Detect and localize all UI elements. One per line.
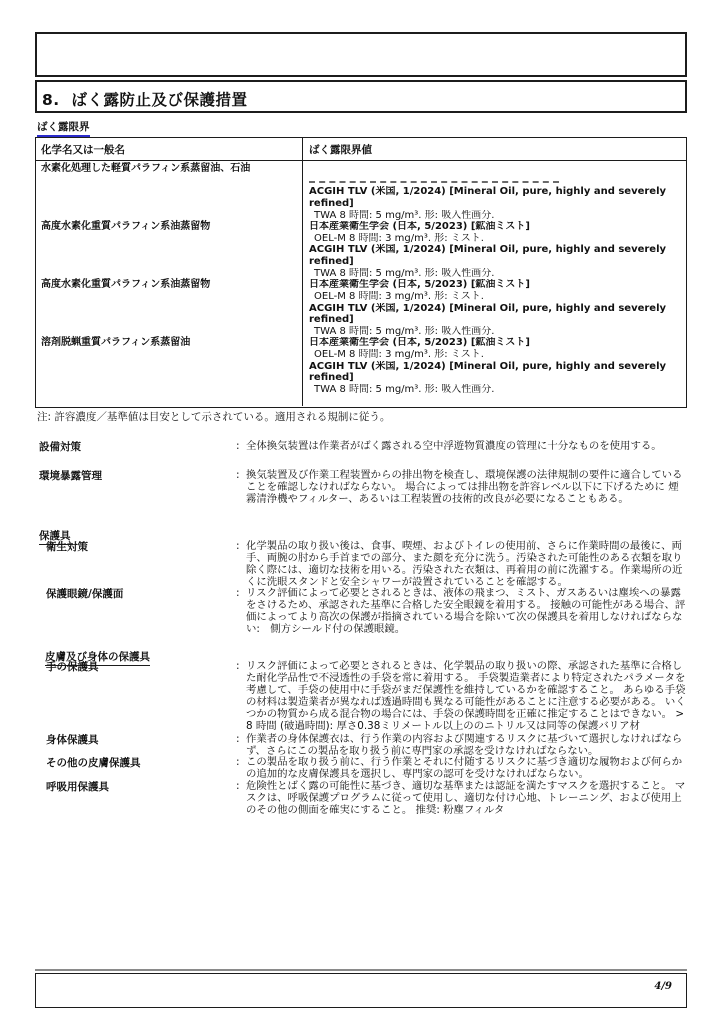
other-skin-protection-text: この製品を取り扱う前に、行う作業とそれに付随するリスクに基づき適切な履物および何らかの追加的な皮膚保護具を選択し、専門家の認可を受けなければならない。	[246, 756, 683, 780]
limit-line	[309, 175, 682, 187]
hygiene-measures-row	[35, 541, 687, 589]
limit-line: 日本産業衛生学会 (日本, 5/2023) [鉱油ミスト]	[309, 279, 530, 291]
colon: :	[236, 756, 240, 768]
hand-protection-row	[35, 661, 687, 732]
limit-line: TWA 8 時間: 5 mg/m³. 形: 吸入性画分.	[314, 383, 495, 395]
respiratory-protection-label: 呼吸用保護具	[46, 781, 109, 793]
substance-name: 高度水素化重質パラフィン系油蒸留物	[41, 279, 211, 291]
table-header-limit-value: ばく露限界値	[309, 144, 372, 156]
limit-value-column	[303, 161, 686, 406]
limit-line: ACGIH TLV (米国, 1/2024) [Mineral Oil, pure, highly and severely	[309, 302, 667, 314]
document-header-box	[35, 32, 687, 77]
colon: :	[236, 440, 240, 452]
limit-line: TWA 8 時間: 5 mg/m³. 形: 吸入性画分.	[314, 209, 495, 221]
environmental-exposure-text: 換気装置及び作業工程装置からの排出物を検査し、環境保護の法律規制の要件に適合していることを確認しなければならない。 場合によっては排出物を許容レベル以下に下げるために 煙霧清浄機やフィルター、あるいは工程装置の技術的改良が必要になることもある。	[246, 469, 683, 505]
document-footer-box	[35, 973, 687, 1008]
substance-name: 高度水素化重質パラフィン系油蒸留物	[41, 221, 211, 233]
equipment-measures-label: 設備対策	[39, 441, 81, 453]
respiratory-protection-text: 危険性とばく露の可能性に基づき、適切な基準または認証を満たすマスクを選択すること。 マスクは、呼吸保護プログラムに従って使用し、適切な付け心地、トレーニング、および使用上のその他の側面を確実にすること。 推奨: 粉塵フィルタ	[246, 780, 686, 816]
page-number: 4/9	[654, 981, 672, 992]
limit-line	[309, 163, 682, 175]
substance-column	[36, 161, 303, 406]
other-skin-protection-row	[35, 757, 687, 781]
colon: :	[236, 540, 240, 552]
eye-face-protection-row	[35, 588, 687, 636]
substance-name: 水素化処理した軽質パラフィン系蒸留油、石油	[41, 163, 251, 174]
protective-equipment-heading: 保護具	[39, 528, 71, 545]
exposure-limits-heading[interactable]: ばく露限界	[37, 119, 90, 137]
equipment-measures-text: 全体換気装置は作業者がばく露される空中浮遊物質濃度の管理に十分なものを使用する。	[246, 440, 662, 452]
limit-line: ACGIH TLV (米国, 1/2024) [Mineral Oil, pure, highly and severely	[309, 360, 667, 372]
environmental-exposure-row	[35, 470, 687, 506]
hygiene-measures-text: 化学製品の取り扱い後は、食事、喫煙、およびトイレの使用前、さらに作業時間の最後に、両手、両腕の肘から手首までの部分、また顔を充分に洗う。汚染された可能性のある衣類を取り除く際には、適切な技術を用いる。汚染された衣類は、再着用の前に洗濯する。作業場所の近くに洗眼スタンドと安全シャワーが設置されていることを確認する。	[246, 540, 683, 588]
eye-face-protection-text: リスク評価によって必要とされるときは、液体の飛まつ、ミスト、ガスあるいは塵埃への暴露をさけるため、承認された基準に合格した安全眼鏡を着用する。 接触の可能性がある場合、評価によってより高次の保護が指摘されている場合を除いて次の保護具を着用しなければならない: 側方シールド付の保護眼鏡。	[246, 587, 686, 635]
limit-line: TWA 8 時間: 5 mg/m³. 形: 吸入性画分.	[314, 267, 495, 279]
hand-protection-text: リスク評価によって必要とされるときは、化学製品の取り扱いの際、承認された基準に合格した耐化学品性で不浸透性の手袋を常に着用する。 手袋製造業者により特定されたパラメータを考慮して、手袋の使用中に手袋がまだ保護性を維持しているかを確認すること。 あらゆる手袋の材料は製造業者が異なれば透過時間も異なる可能性があることに注意する必要がある。 いくつかの物質から成る混合物の場合には、手袋の保護時間を正確に推定することはできない。 > 8 時間 (破過時間): 厚さ0.38ミリメートル以上ののニトリル又は同等の保護バリア材	[246, 660, 688, 732]
colon: :	[236, 660, 240, 672]
colon: :	[236, 587, 240, 599]
exposure-limits-table	[35, 137, 687, 408]
limit-line: OEL-M 8 時間: 3 mg/m³. 形: ミスト.	[314, 290, 484, 302]
table-note: 注: 許容濃度／基準値は目安として示されている。適用される規制に従う。	[37, 411, 391, 423]
limit-line: refined]	[309, 256, 354, 267]
table-header-chemical-name: 化学名又は一般名	[36, 138, 303, 160]
footer-divider	[35, 969, 687, 971]
hygiene-measures-label: 衛生対策	[46, 541, 88, 553]
respiratory-protection-row	[35, 781, 687, 817]
body-protection-label: 身体保護具	[46, 734, 99, 746]
limit-line: refined]	[309, 372, 354, 384]
environmental-exposure-label: 環境暴露管理	[39, 470, 102, 482]
limit-line: OEL-M 8 時間: 3 mg/m³. 形: ミスト.	[314, 232, 484, 244]
limit-line: ACGIH TLV (米国, 1/2024) [Mineral Oil, pure, highly and severely	[309, 244, 667, 256]
limit-line: TWA 8 時間: 5 mg/m³. 形: 吸入性画分.	[314, 325, 495, 337]
body-protection-text: 作業者の身体保護衣は、行う作業の内容および関連するリスクに基づいて選択しなければならず、さらにこの製品を取り扱う前に専門家の承認を受けなければならない。	[246, 733, 683, 757]
limit-line: refined]	[309, 197, 354, 209]
colon: :	[236, 780, 240, 792]
other-skin-protection-label: その他の皮膚保護具	[46, 757, 141, 769]
limit-line: 日本産業衛生学会 (日本, 5/2023) [鉱油ミスト]	[309, 337, 530, 349]
section-title: 8. ばく露防止及び保護措置	[42, 91, 248, 109]
hand-protection-label: 手の保護具	[46, 661, 99, 673]
limit-line: refined]	[309, 314, 354, 326]
limit-line: ACGIH TLV (米国, 1/2024) [Mineral Oil, pure, highly and severely	[309, 186, 667, 198]
colon: :	[236, 733, 240, 745]
limit-line: 日本産業衛生学会 (日本, 5/2023) [鉱油ミスト]	[309, 221, 530, 233]
body-protection-row	[35, 734, 687, 758]
substance-name: 溶剤脱蝋重質パラフィン系蒸留油	[41, 337, 191, 349]
equipment-measures-row	[35, 441, 687, 453]
eye-face-protection-label: 保護眼鏡/保護面	[46, 588, 124, 600]
table-header-row	[36, 138, 686, 161]
limit-line: OEL-M 8 時間: 3 mg/m³. 形: ミスト.	[314, 349, 484, 360]
table-body-row	[36, 161, 686, 406]
colon: :	[236, 469, 240, 481]
skin-body-protection-heading: 皮膚及び身体の保護具	[45, 649, 150, 666]
section-title-box	[35, 80, 687, 113]
